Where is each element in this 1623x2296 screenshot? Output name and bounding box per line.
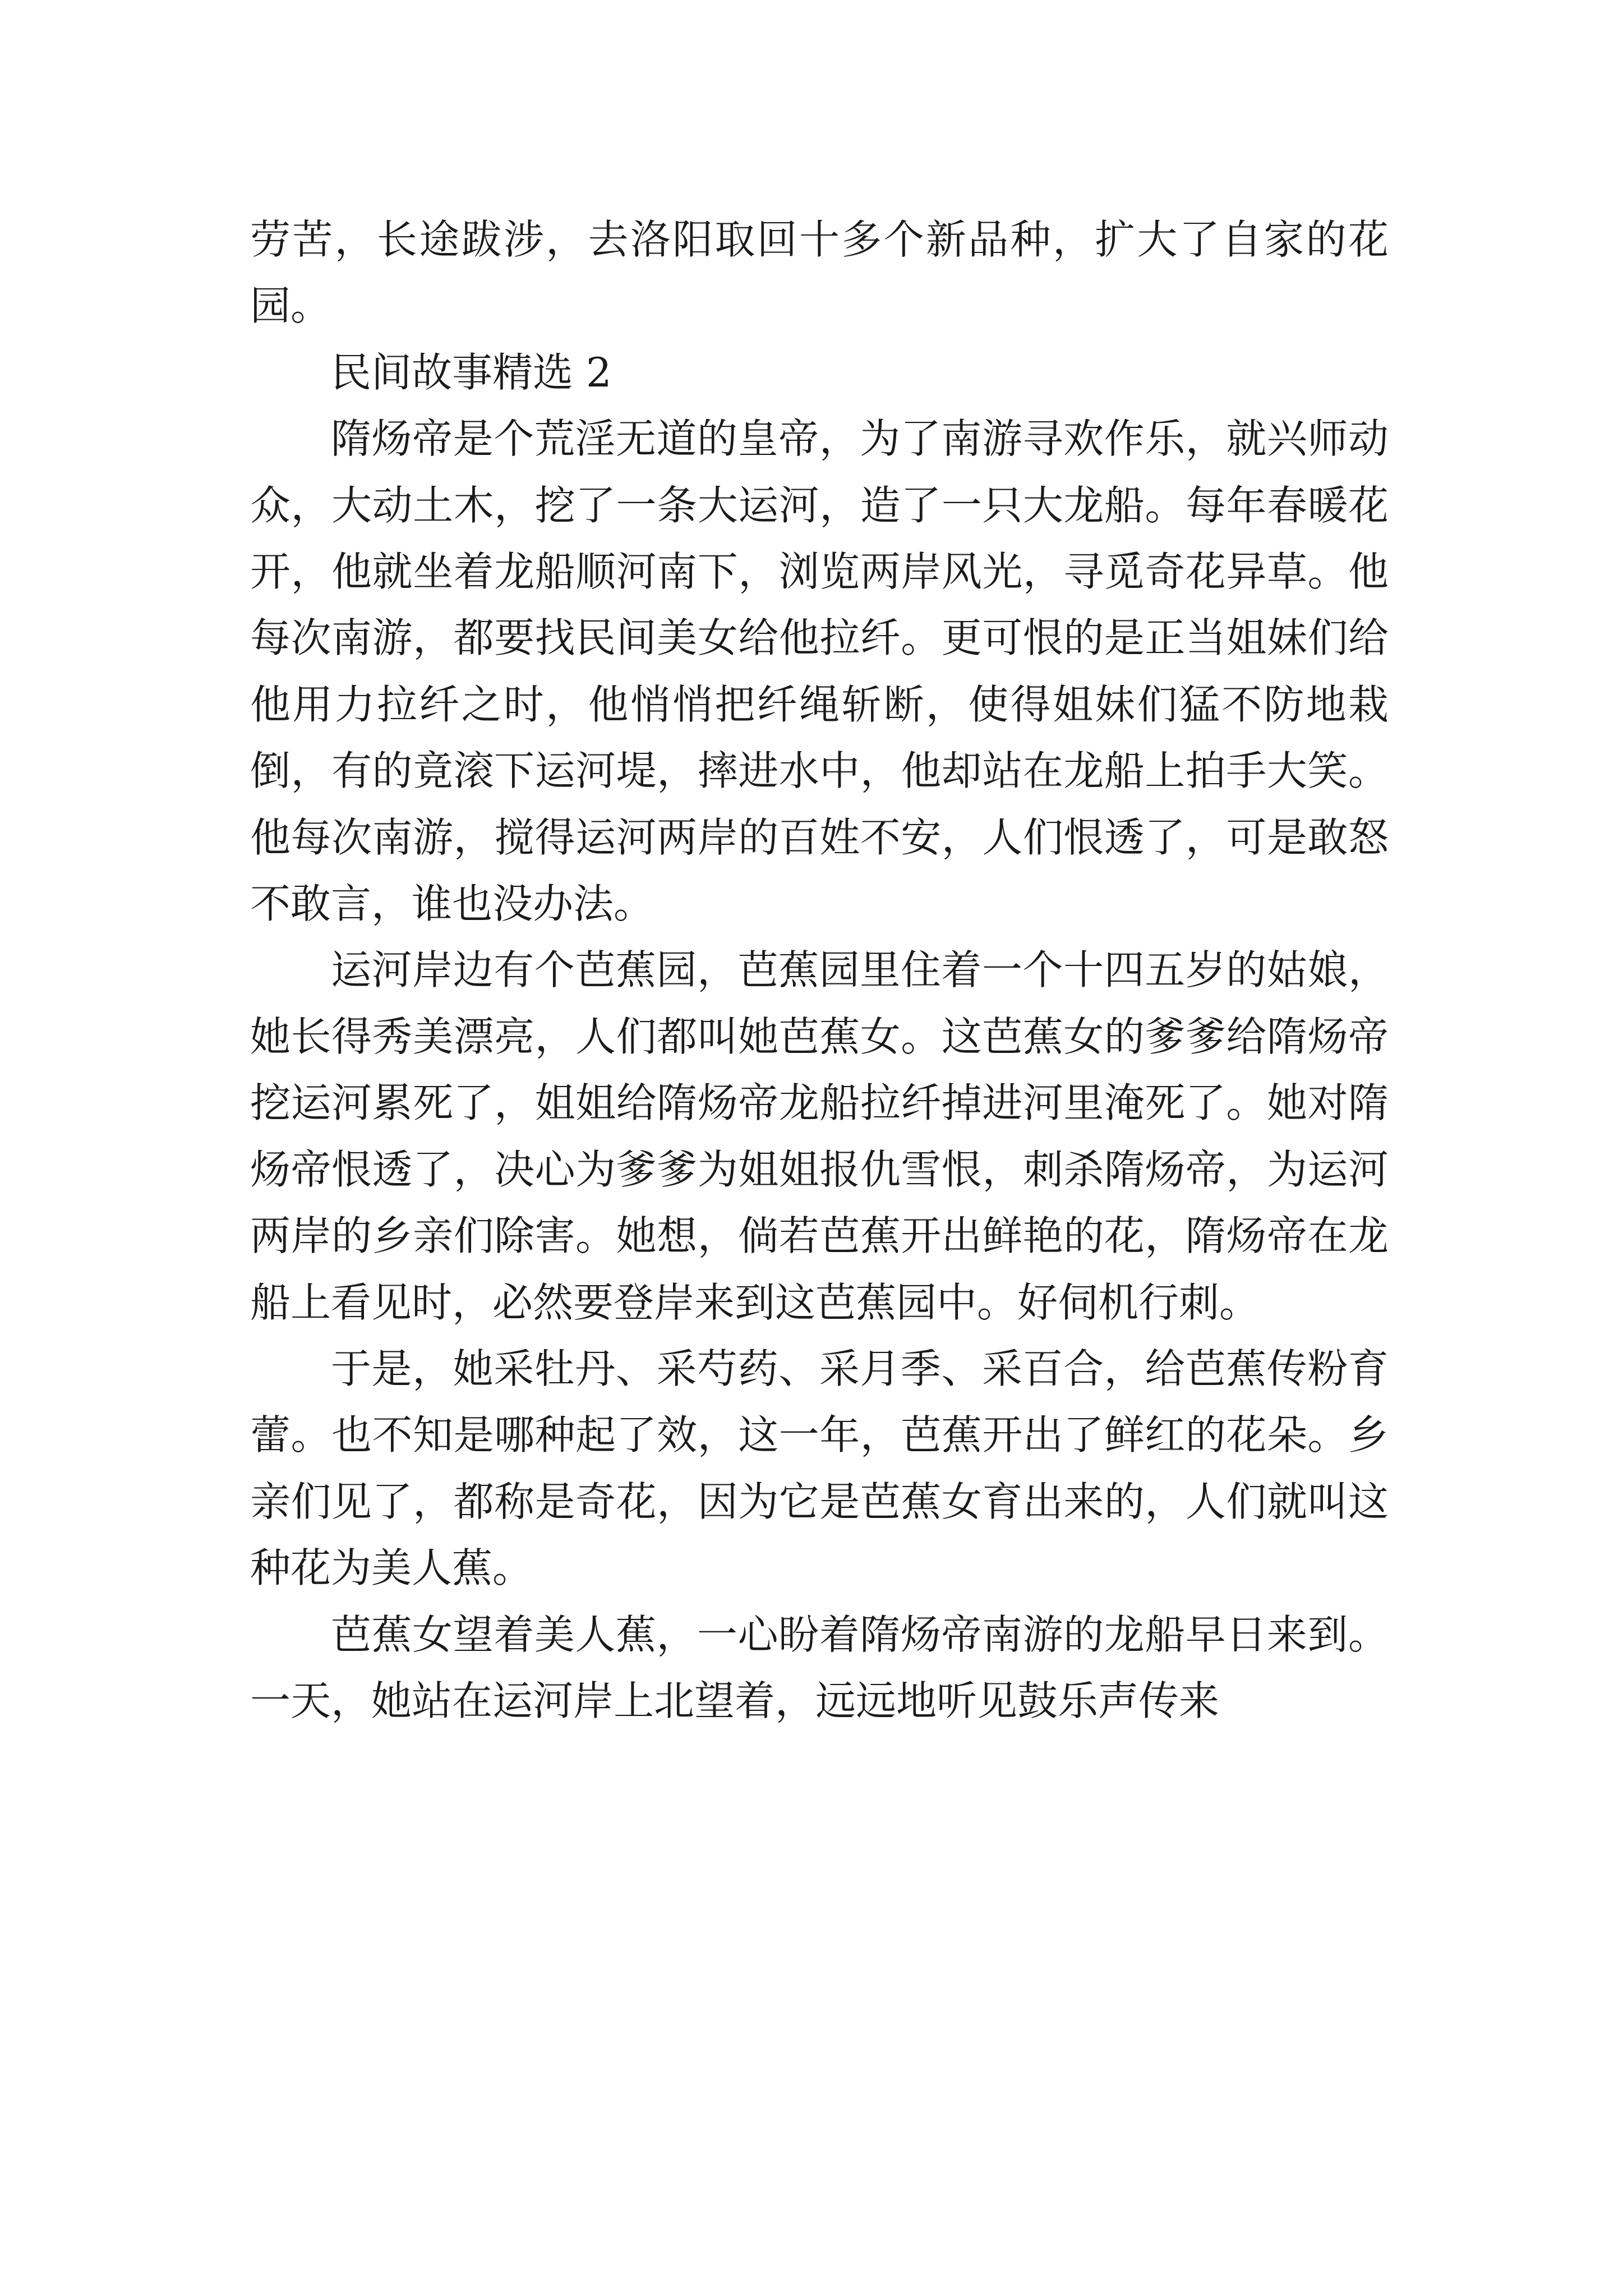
section-heading: 民间故事精选 2 [331, 348, 612, 396]
body-text [250, 206, 1389, 1734]
paragraph: 运河岸边有个芭蕉园，芭蕉园里住着一个十四五岁的姑娘，她长得秀美漂亮，人们都叫她芭蕉女。这芭蕉女的爹爹给隋炀帝挖运河累死了，姐姐给隋炀帝龙船拉纤掉进河里淹死了。她对隋炀帝恨透了，决心为爹爹为姐姐报仇雪恨，刺杀隋炀帝，为运河两岸的乡亲们除害。她想，倘若芭蕉开出鲜艳的花，隋炀帝在龙船上看见时，必然要登岸来到这芭蕉园中。好伺机行刺。 [250, 946, 1389, 1326]
paragraph: 于是，她采牡丹、采芍药、采月季、采百合，给芭蕉传粉育蕾。也不知是哪种起了效，这一年，芭蕉开出了鲜红的花朵。乡亲们见了，都称是奇花，因为它是芭蕉女育出来的，人们就叫这种花为美人蕉。 [250, 1345, 1389, 1592]
paragraph: 芭蕉女望着美人蕉，一心盼着隋炀帝南游的龙船早日来到。一天，她站在运河岸上北望着，远远地听见鼓乐声传来 [250, 1611, 1389, 1724]
paragraph: 隋炀帝是个荒淫无道的皇帝，为了南游寻欢作乐，就兴师动众，大动土木，挖了一条大运河，造了一只大龙船。每年春暖花开，他就坐着龙船顺河南下，浏览两岸风光，寻觅奇花异草。他每次南游，都要找民间美女给他拉纤。更可恨的是正当姐妹们给他用力拉纤之时，他悄悄把纤绳斩断，使得姐妹们猛不防地栽倒，有的竟滚下运河堤，摔进水中，他却站在龙船上拍手大笑。他每次南游，搅得运河两岸的百姓不安，人们恨透了，可是敢怒不敢言，谁也没办法。 [250, 415, 1389, 928]
paragraph-continued: 劳苦，长途跋涉，去洛阳取回十多个新品种，扩大了自家的花园。 [250, 216, 1389, 330]
